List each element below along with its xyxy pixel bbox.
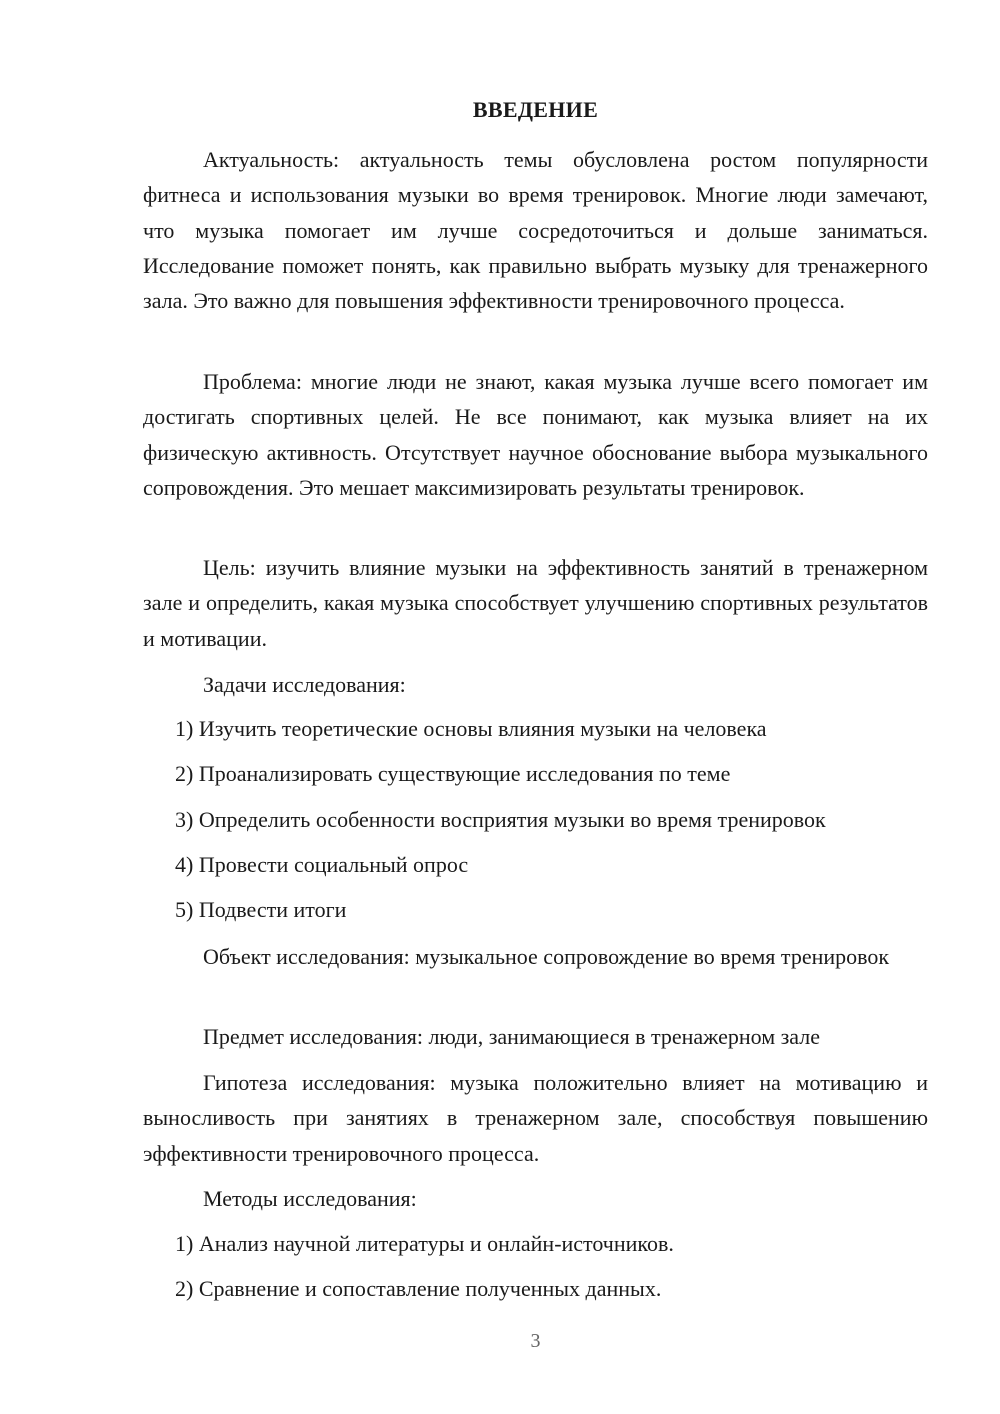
- paragraph-tasks-heading: Задачи исследования:: [203, 672, 406, 697]
- paragraph-hypothesis: Гипотеза исследования: музыка положительно влияет на мотивацию и выносливость при занятиях в тренажерном зале, способствуя повышению эффективности тренировочного процесса.: [143, 1070, 928, 1166]
- page-number: 3: [530, 1330, 541, 1352]
- task-item-1: 1) Изучить теоретические основы влияния музыки на человека: [175, 716, 767, 741]
- page-title: ВВЕДЕНИЕ: [472, 97, 599, 122]
- paragraph-problem: Проблема: многие люди не знают, какая музыка лучше всего помогает им достигать спортивных целей. Не все понимают, как музыка влияет на их физическую активность. Отсутствует научное обоснование выбора музыкального сопровождения. Это мешает максимизировать результаты тренировок.: [143, 369, 928, 500]
- task-item-4: 4) Провести социальный опрос: [175, 852, 469, 877]
- method-item-1: 1) Анализ научной литературы и онлайн-источников.: [175, 1231, 674, 1256]
- paragraph-object: Объект исследования: музыкальное сопровождение во время тренировок: [203, 944, 890, 969]
- paragraph-subject: Предмет исследования: люди, занимающиеся в тренажерном зале: [203, 1024, 821, 1049]
- method-item-2: 2) Сравнение и сопоставление полученных данных.: [175, 1276, 662, 1301]
- paragraph-goal: Цель: изучить влияние музыки на эффективность занятий в тренажерном зале и определить, какая музыка способствует улучшению спортивных результатов и мотивации.: [143, 555, 928, 651]
- task-item-3: 3) Определить особенности восприятия музыки во время тренировок: [175, 807, 826, 832]
- paragraph-relevance: Актуальность: актуальность темы обусловлена ростом популярности фитнеса и использования музыки во время тренировок. Многие люди замечают, что музыка помогает им лучше сосредоточиться и дольше заниматься. Исследование поможет понять, как правильно выбрать музыку для тренажерного зала. Это важно для повышения эффективности тренировочного процесса.: [143, 147, 928, 314]
- paragraph-methods-heading: Методы исследования:: [203, 1186, 417, 1211]
- task-item-2: 2) Проанализировать существующие исследования по теме: [175, 761, 731, 786]
- task-item-5: 5) Подвести итоги: [175, 897, 347, 922]
